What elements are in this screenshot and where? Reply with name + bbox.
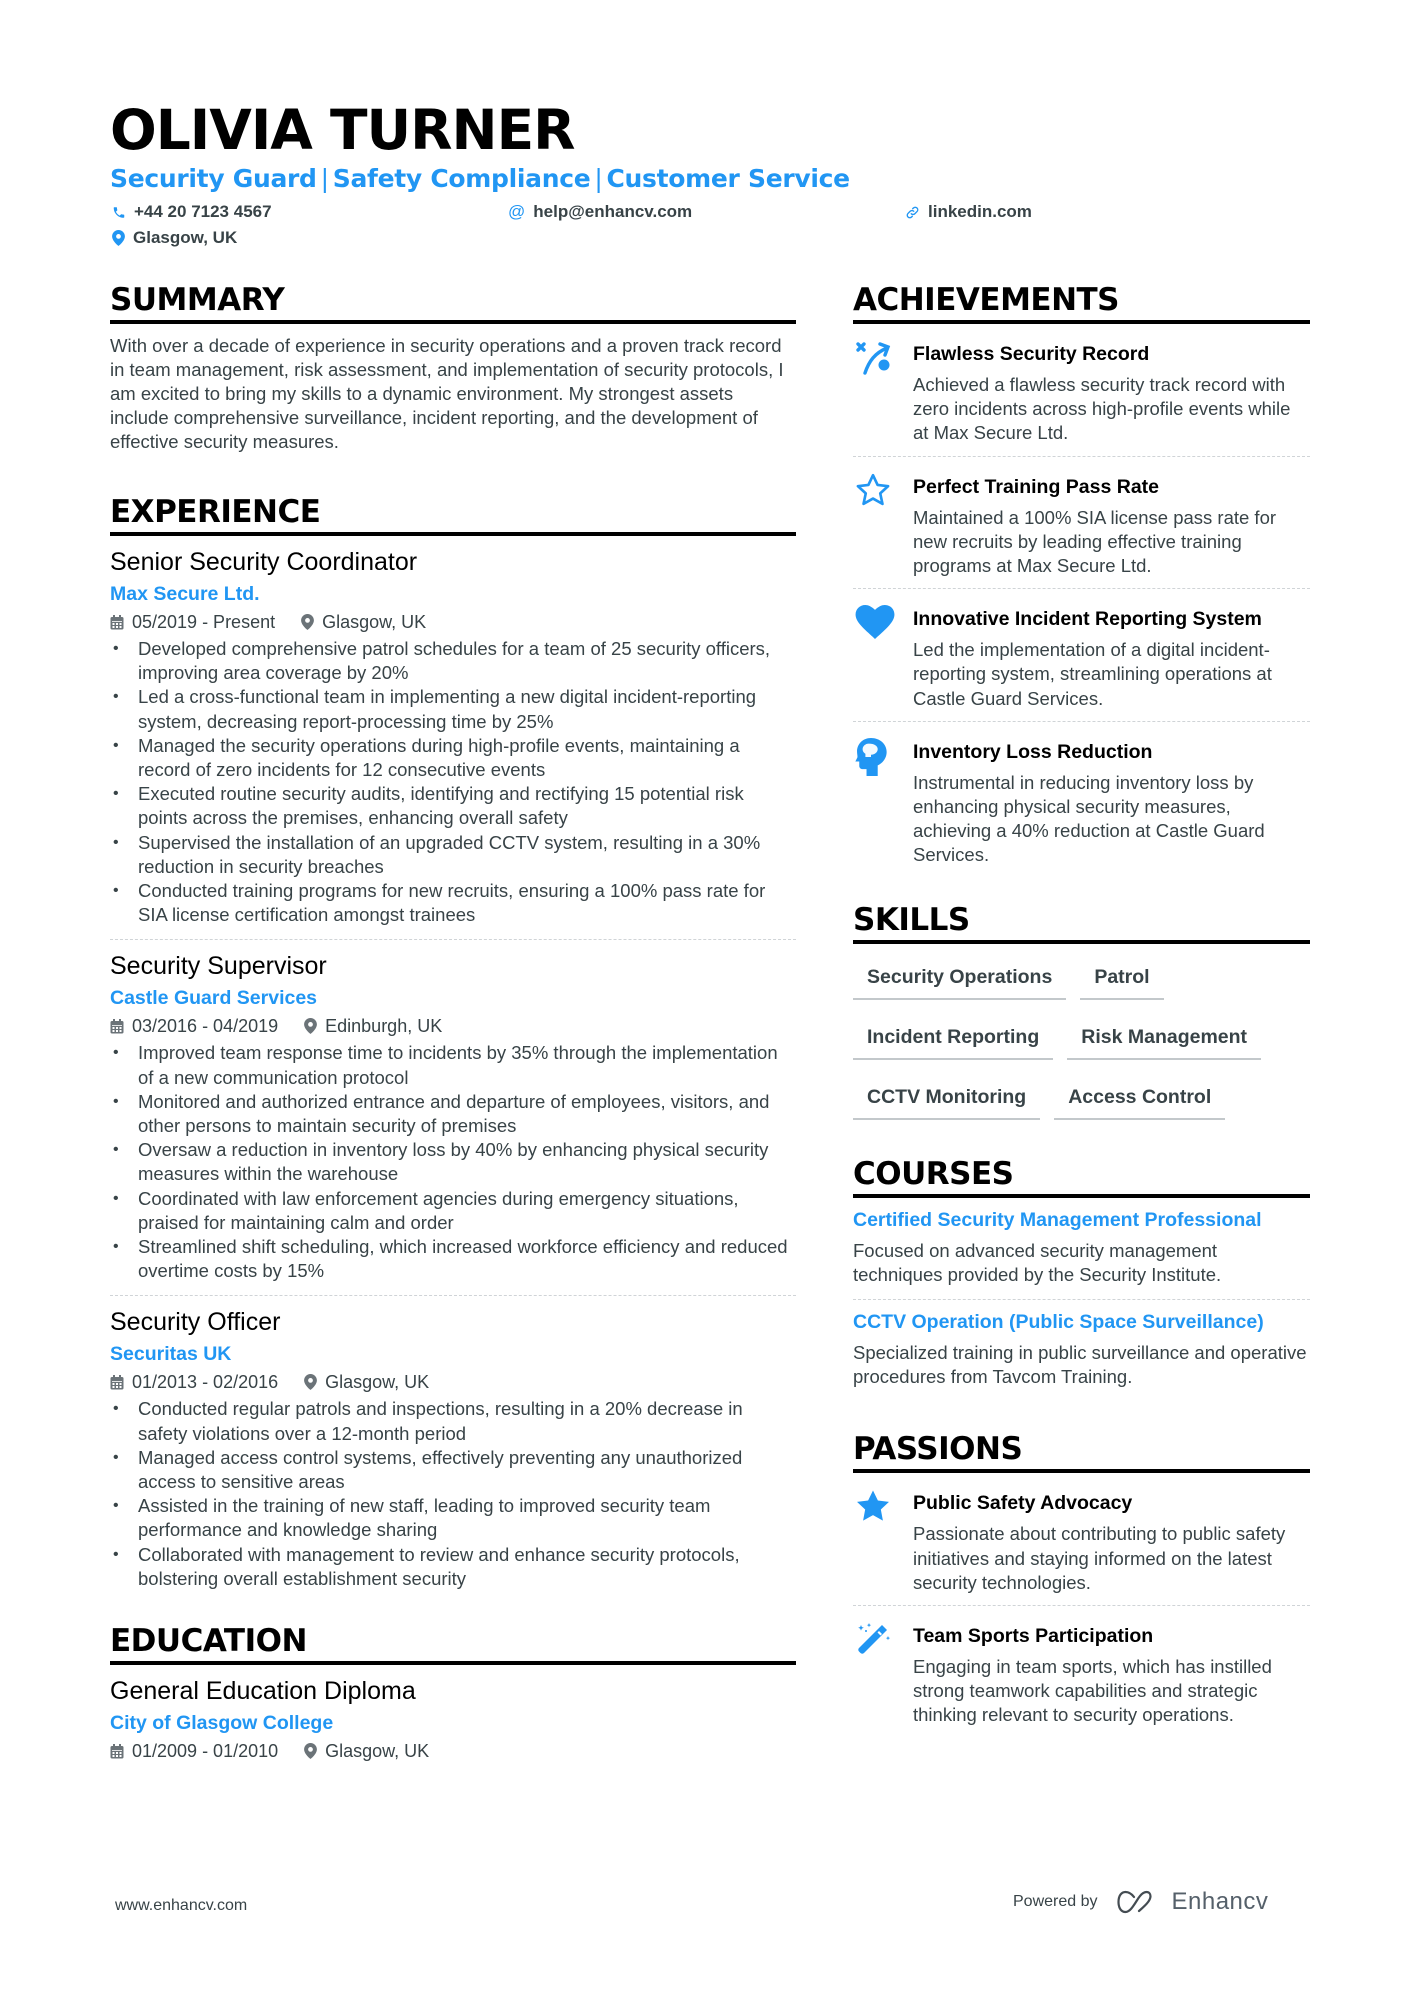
job-bullets xyxy=(110,637,796,927)
bullet-item: • Managed access control systems, effectively preventing any unauthorized access to sensitive areas xyxy=(110,1446,796,1494)
bullet-item: • Monitored and authorized entrance and departure of employees, visitors, and other persons to maintain security of premises xyxy=(110,1090,796,1138)
bullet-item: • Supervised the installation of an upgraded CCTV system, resulting in a 30% reduction in security breaches xyxy=(110,831,796,879)
resume-header xyxy=(110,98,1310,254)
dates-text: 01/2013 - 02/2016 xyxy=(132,1372,279,1393)
headline xyxy=(110,162,1310,196)
job-location xyxy=(304,1013,442,1039)
section-title-skills: SKILLS xyxy=(853,902,1310,944)
course-item xyxy=(853,1310,1310,1391)
bullet-item: • Managed the security operations during high-profile events, maintaining a record of zero incidents for 12 consecutive events xyxy=(110,734,796,782)
location-pin-icon xyxy=(112,230,125,246)
passion-title: Public Safety Advocacy xyxy=(913,1492,1133,1515)
location-text: Glasgow, UK xyxy=(325,1741,430,1762)
left-column xyxy=(110,282,796,1805)
achievement-item xyxy=(853,334,1310,446)
achievement-description: Instrumental in reducing inventory loss by enhancing physical security measures, achieving a 40% reduction at Castle Guard Services. xyxy=(913,771,1265,866)
contact-info xyxy=(110,198,1310,254)
education-dates xyxy=(110,1738,278,1764)
bullet-item: • Oversaw a reduction in inventory loss by 40% by enhancing physical security measures within the warehouse xyxy=(110,1138,796,1186)
calendar-icon xyxy=(110,1744,124,1759)
skill-tag: Incident Reporting xyxy=(853,1018,1053,1060)
job-bullets xyxy=(110,1397,796,1591)
bullet-item: • Coordinated with law enforcement agencies during emergency situations, praised for maintaining calm and order xyxy=(110,1187,796,1235)
summary-section xyxy=(110,282,796,454)
dates-text: 03/2016 - 04/2019 xyxy=(132,1016,279,1037)
bullet-item: • Executed routine security audits, identifying and rectifying 15 potential risk points across the premises, enhancing overall safety xyxy=(110,782,796,830)
achievement-title: Flawless Security Record xyxy=(913,343,1150,365)
job-title: Security Supervisor xyxy=(110,952,327,981)
experience-entry xyxy=(110,1306,796,1593)
skill-tag: Access Control xyxy=(1054,1078,1225,1120)
section-title-experience: EXPERIENCE xyxy=(110,494,796,536)
skills-section xyxy=(853,902,1310,1120)
job-meta xyxy=(110,608,796,636)
summary-text: With over a decade of experience in security operations and a proven track record in team management, risk assessment, and implementation of security protocols, I am excited to bring my skills to a dynamic environment. My strongest assets include comprehensive surveillance, incident reporting, and the development of effective security measures. xyxy=(110,335,784,452)
achievement-description: Led the implementation of a digital incident-reporting system, streamlining operations at Castle Guard Services. xyxy=(913,639,1272,709)
course-title: Certified Security Management Professional xyxy=(853,1208,1262,1231)
footer-branding[interactable] xyxy=(1013,1888,1268,1916)
bullet-item: • Assisted in the training of new staff, leading to improved security team performance and knowledge sharing xyxy=(110,1494,796,1542)
bullet-item: • Conducted training programs for new recruits, ensuring a 100% pass rate for SIA license certification amongst trainees xyxy=(110,879,796,927)
passion-title: Team Sports Participation xyxy=(913,1625,1154,1648)
location-text: Glasgow, UK xyxy=(322,612,427,632)
dates-text: 01/2009 - 01/2010 xyxy=(132,1741,279,1762)
job-dates xyxy=(110,609,275,635)
phone-number: +44 20 7123 4567 xyxy=(134,202,272,221)
course-description: Specialized training in public surveillance and operative procedures from Tavcom Training. xyxy=(853,1342,1307,1388)
contact-location xyxy=(112,226,237,250)
achievement-description: Achieved a flawless security track record with zero incidents across high-profile events while at Max Secure Ltd. xyxy=(913,374,1291,444)
achievement-title: Perfect Training Pass Rate xyxy=(913,475,1160,498)
job-bullets xyxy=(110,1041,796,1283)
school-name: City of Glasgow College xyxy=(110,1712,334,1735)
location-text: Edinburgh, UK xyxy=(325,1016,443,1037)
divider xyxy=(853,1605,1310,1606)
degree-title: General Education Diploma xyxy=(110,1677,416,1706)
course-item xyxy=(853,1208,1310,1289)
achievement-item xyxy=(853,467,1310,579)
footer-website[interactable]: www.enhancv.com xyxy=(115,1897,248,1914)
education-section xyxy=(110,1623,796,1767)
candidate-name: OLIVIA TURNER xyxy=(110,98,575,162)
passion-item xyxy=(853,1616,1310,1728)
location-text: Glasgow, UK xyxy=(133,228,238,247)
location-pin-icon xyxy=(301,614,314,630)
section-title-summary: SUMMARY xyxy=(110,282,796,324)
bullet-item: • Improved team response time to incidents by 35% through the implementation of a new communication protocol xyxy=(110,1041,796,1089)
head-brain-icon xyxy=(855,738,887,776)
divider xyxy=(853,456,1310,457)
achievement-item xyxy=(853,599,1310,711)
passion-description: Passionate about contributing to public safety initiatives and staying informed on the latest security technologies. xyxy=(913,1523,1286,1593)
section-title-education: EDUCATION xyxy=(110,1623,796,1665)
divider xyxy=(110,1295,796,1296)
divider xyxy=(853,1299,1310,1300)
phone-icon xyxy=(112,205,126,220)
courses-section xyxy=(853,1156,1310,1392)
enhancv-logo-icon xyxy=(1116,1889,1162,1915)
divider xyxy=(110,939,796,940)
education-entry xyxy=(110,1675,796,1767)
location-pin-icon xyxy=(304,1374,317,1390)
headline-separator: | xyxy=(594,164,603,193)
headline-separator: | xyxy=(320,164,329,193)
contact-phone[interactable] xyxy=(112,200,272,224)
headline-title-2: Safety Compliance xyxy=(332,164,591,193)
magic-wand-icon xyxy=(855,1622,891,1658)
skill-tag: Risk Management xyxy=(1067,1018,1261,1060)
brand-name: Enhancv xyxy=(1171,1888,1269,1915)
course-description: Focused on advanced security management techniques provided by the Security Institute. xyxy=(853,1239,1222,1285)
right-column xyxy=(853,282,1310,1766)
skills-list xyxy=(853,954,1310,1120)
skill-tag: Security Operations xyxy=(853,958,1066,1000)
location-text: Glasgow, UK xyxy=(325,1372,430,1393)
job-location xyxy=(304,1369,429,1395)
passion-item xyxy=(853,1483,1310,1595)
contact-email[interactable] xyxy=(508,200,692,224)
job-meta xyxy=(110,1012,796,1040)
skill-tag: CCTV Monitoring xyxy=(853,1078,1040,1120)
bullet-item: • Streamlined shift scheduling, which increased workforce efficiency and reduced overtime costs by 15% xyxy=(110,1235,796,1283)
section-title-achievements: ACHIEVEMENTS xyxy=(853,282,1310,324)
education-location xyxy=(304,1738,429,1764)
at-icon: @ xyxy=(508,202,526,221)
job-dates xyxy=(110,1013,278,1039)
company-name: Max Secure Ltd. xyxy=(110,583,260,605)
divider xyxy=(853,588,1310,589)
passions-section xyxy=(853,1431,1310,1727)
job-title: Security Officer xyxy=(110,1308,281,1337)
course-title: CCTV Operation (Public Space Surveillance) xyxy=(853,1311,1264,1334)
bullet-item: • Developed comprehensive patrol schedules for a team of 25 security officers, improving area coverage by 20% xyxy=(110,637,796,685)
section-title-passions: PASSIONS xyxy=(853,1431,1310,1473)
headline-title-1: Security Guard xyxy=(110,164,317,193)
heart-icon xyxy=(855,605,895,639)
experience-entry xyxy=(110,546,796,929)
powered-by-label: Powered by xyxy=(1013,1893,1098,1910)
skill-tag: Patrol xyxy=(1080,958,1163,1000)
bullet-item: • Led a cross-functional team in implementing a new digital incident-reporting system, decreasing report-processing time by 25% xyxy=(110,685,796,733)
contact-website[interactable] xyxy=(905,200,1032,224)
star-outline-icon xyxy=(855,473,891,507)
job-location xyxy=(301,609,426,635)
job-title: Senior Security Coordinator xyxy=(110,548,418,576)
section-title-courses: COURSES xyxy=(853,1156,1310,1198)
experience-entry xyxy=(110,950,796,1285)
job-dates xyxy=(110,1369,278,1395)
website-link: linkedin.com xyxy=(928,202,1032,221)
achievement-item xyxy=(853,732,1310,868)
achievement-title: Innovative Incident Reporting System xyxy=(913,608,1262,631)
achievement-title: Inventory Loss Reduction xyxy=(913,740,1153,763)
dates-text: 05/2019 - Present xyxy=(132,612,276,632)
email-address: help@enhancv.com xyxy=(533,202,693,221)
strategy-icon xyxy=(855,340,893,376)
divider xyxy=(853,721,1310,722)
calendar-icon xyxy=(110,615,124,630)
bullet-item: • Conducted regular patrols and inspections, resulting in a 20% decrease in safety violations over a 12-month period xyxy=(110,1397,796,1445)
location-pin-icon xyxy=(304,1018,317,1034)
company-name: Securitas UK xyxy=(110,1343,232,1366)
experience-section xyxy=(110,494,796,1593)
company-name: Castle Guard Services xyxy=(110,987,318,1010)
calendar-icon xyxy=(110,1375,124,1390)
link-icon xyxy=(905,205,920,220)
job-meta xyxy=(110,1368,796,1396)
education-meta xyxy=(110,1737,796,1765)
achievement-description: Maintained a 100% SIA license pass rate for new recruits by leading effective training programs at Max Secure Ltd. xyxy=(913,506,1277,577)
star-filled-icon xyxy=(855,1489,891,1523)
headline-title-3: Customer Service xyxy=(606,164,850,193)
passion-description: Engaging in team sports, which has instilled strong teamwork capabilities and strategic thinking relevant to security operations. xyxy=(913,1656,1272,1726)
achievements-section xyxy=(853,282,1310,868)
calendar-icon xyxy=(110,1019,124,1034)
location-pin-icon xyxy=(304,1743,317,1759)
bullet-item: • Collaborated with management to review and enhance security protocols, bolstering overall establishment security xyxy=(110,1543,796,1591)
